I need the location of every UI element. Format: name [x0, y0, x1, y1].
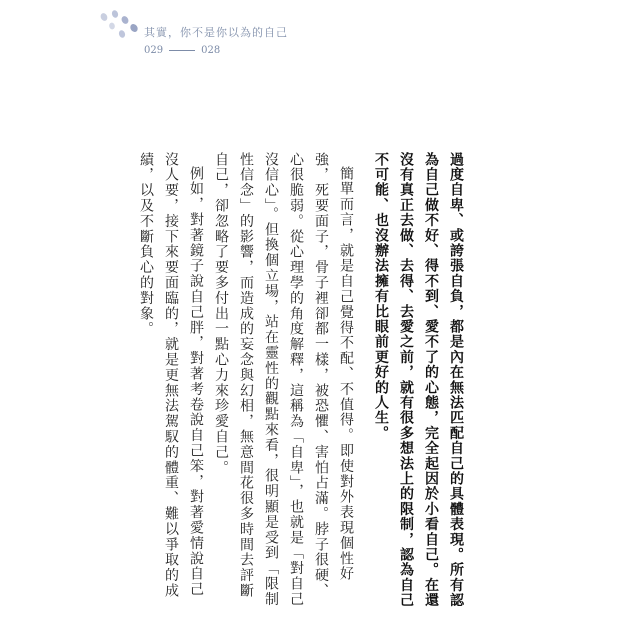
page-number-left: 029 [144, 45, 164, 56]
decorative-dots-icon [98, 8, 142, 48]
page-number-divider [169, 50, 195, 51]
paragraph-2: 例如，對著鏡子說自己胖，對著考卷說自己笨，對著愛情說自己沒人要，接下來要面臨的，就是更無法駕馭的體重、難以爭取的成績，以及不斷負心的對象。 [138, 152, 204, 599]
page-numbers [144, 45, 288, 56]
book-title: 其實，你不是你以為的自己 [144, 26, 288, 39]
bold-paragraph: 過度自卑、或誇張自負，都是內在無法匹配自己的具體表現。所有認為自己做不好、得不到、愛不了的心態，完全起因於小看自己。在還沒有真正去做、去得、去愛之前，就有很多想法上的限制，認為自己不可能、也沒辦法擁有比眼前更好的人生。 [373, 152, 464, 608]
page-number-right: 028 [201, 45, 221, 56]
paragraph-1: 簡單而言，就是自己覺得不配、不值得。即使對外表現個性好強，死要面子，骨子裡卻都一樣，被恐懼、害怕占滿。脖子很硬、心很脆弱。從心理學的角度解釋，這稱為「自卑」，也就是「對自己沒信心」。但換個立場，站在靈性的觀點來看，很明顯是受到「限制性信念」的影響，而造成的妄念與幻相，無意間花很多時間去評斷自己，卻忽略了要多付出一點心力來珍愛自己。 [213, 152, 354, 607]
running-header [144, 24, 288, 56]
vertical-body-text [138, 152, 468, 608]
